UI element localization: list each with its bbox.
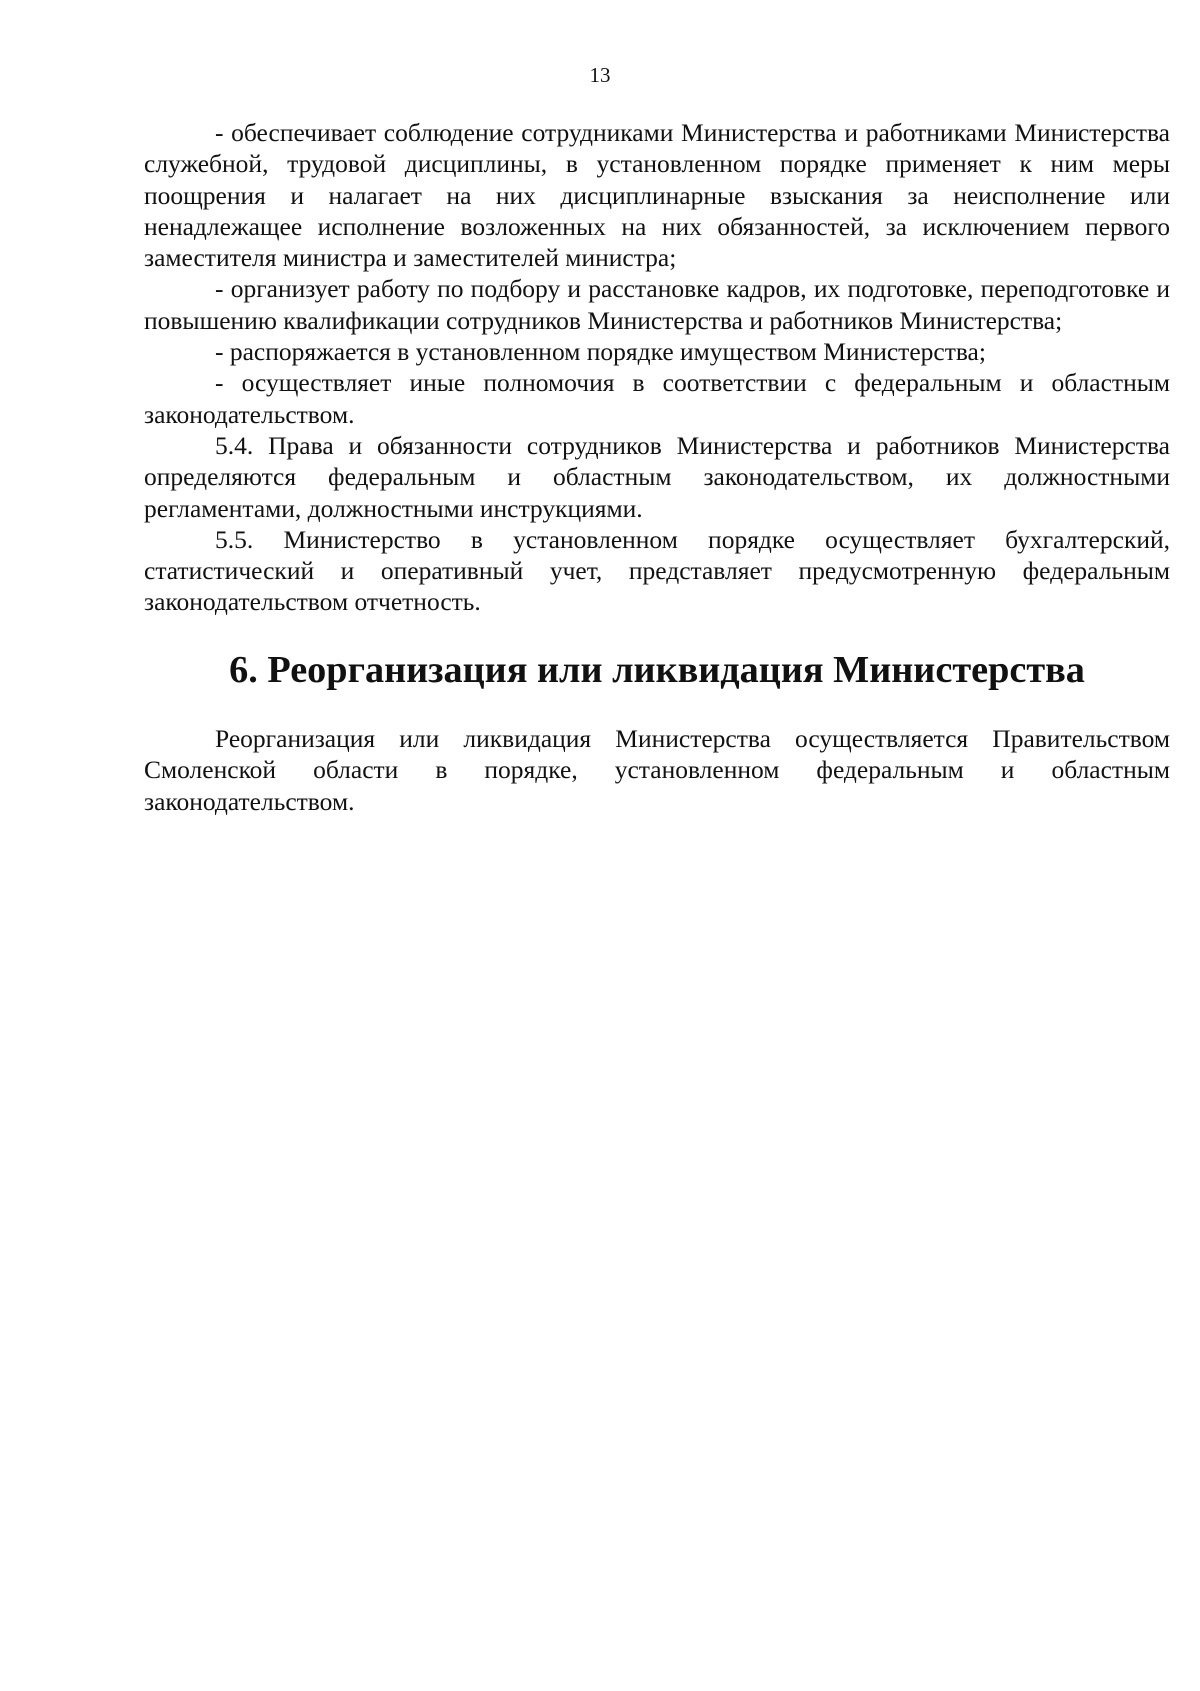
paragraph-other-powers: - осуществляет иные полномочия в соответствии с федеральным и областным законодательством.: [144, 368, 1170, 429]
paragraph-property: - распоряжается в установленном порядке имуществом Министерства;: [215, 337, 986, 367]
paragraph-5-5: 5.5. Министерство в установленном порядке осуществляет бухгалтерский, статистический и оперативный учет, представляет предусмотренную федеральным законодательством отчетность.: [144, 524, 1170, 617]
paragraph-section-6: Реорганизация или ликвидация Министерства осуществляется Правительством Смоленской области в порядке, установленном федеральным и областным законодательством.: [144, 724, 1170, 816]
paragraph-discipline: - обеспечивает соблюдение сотрудниками Министерства и работниками Министерства служебной, трудовой дисциплины, в установленном порядке применяет к ним меры поощрения и налагает на них дисциплинарные взыскания за неисполнение или ненадлежащее исполнение возложенных на них обязанностей, за исключением первого заместителя министра и заместителей министра;: [144, 118, 1170, 273]
section-6-heading: 6. Реорганизация или ликвидация Министерства: [229, 648, 1085, 691]
paragraph-staffing: - организует работу по подбору и расстановке кадров, их подготовке, переподготовке и повышению квалификации сотрудников Министерства и работников Министерства;: [144, 274, 1170, 335]
document-body: [144, 117, 1170, 817]
paragraph-5-4: 5.4. Права и обязанности сотрудников Министерства и работников Министерства определяются федеральным и областным законодательством, их должностными регламентами, должностными инструкциями.: [144, 430, 1170, 523]
page-number: 13: [589, 63, 611, 87]
